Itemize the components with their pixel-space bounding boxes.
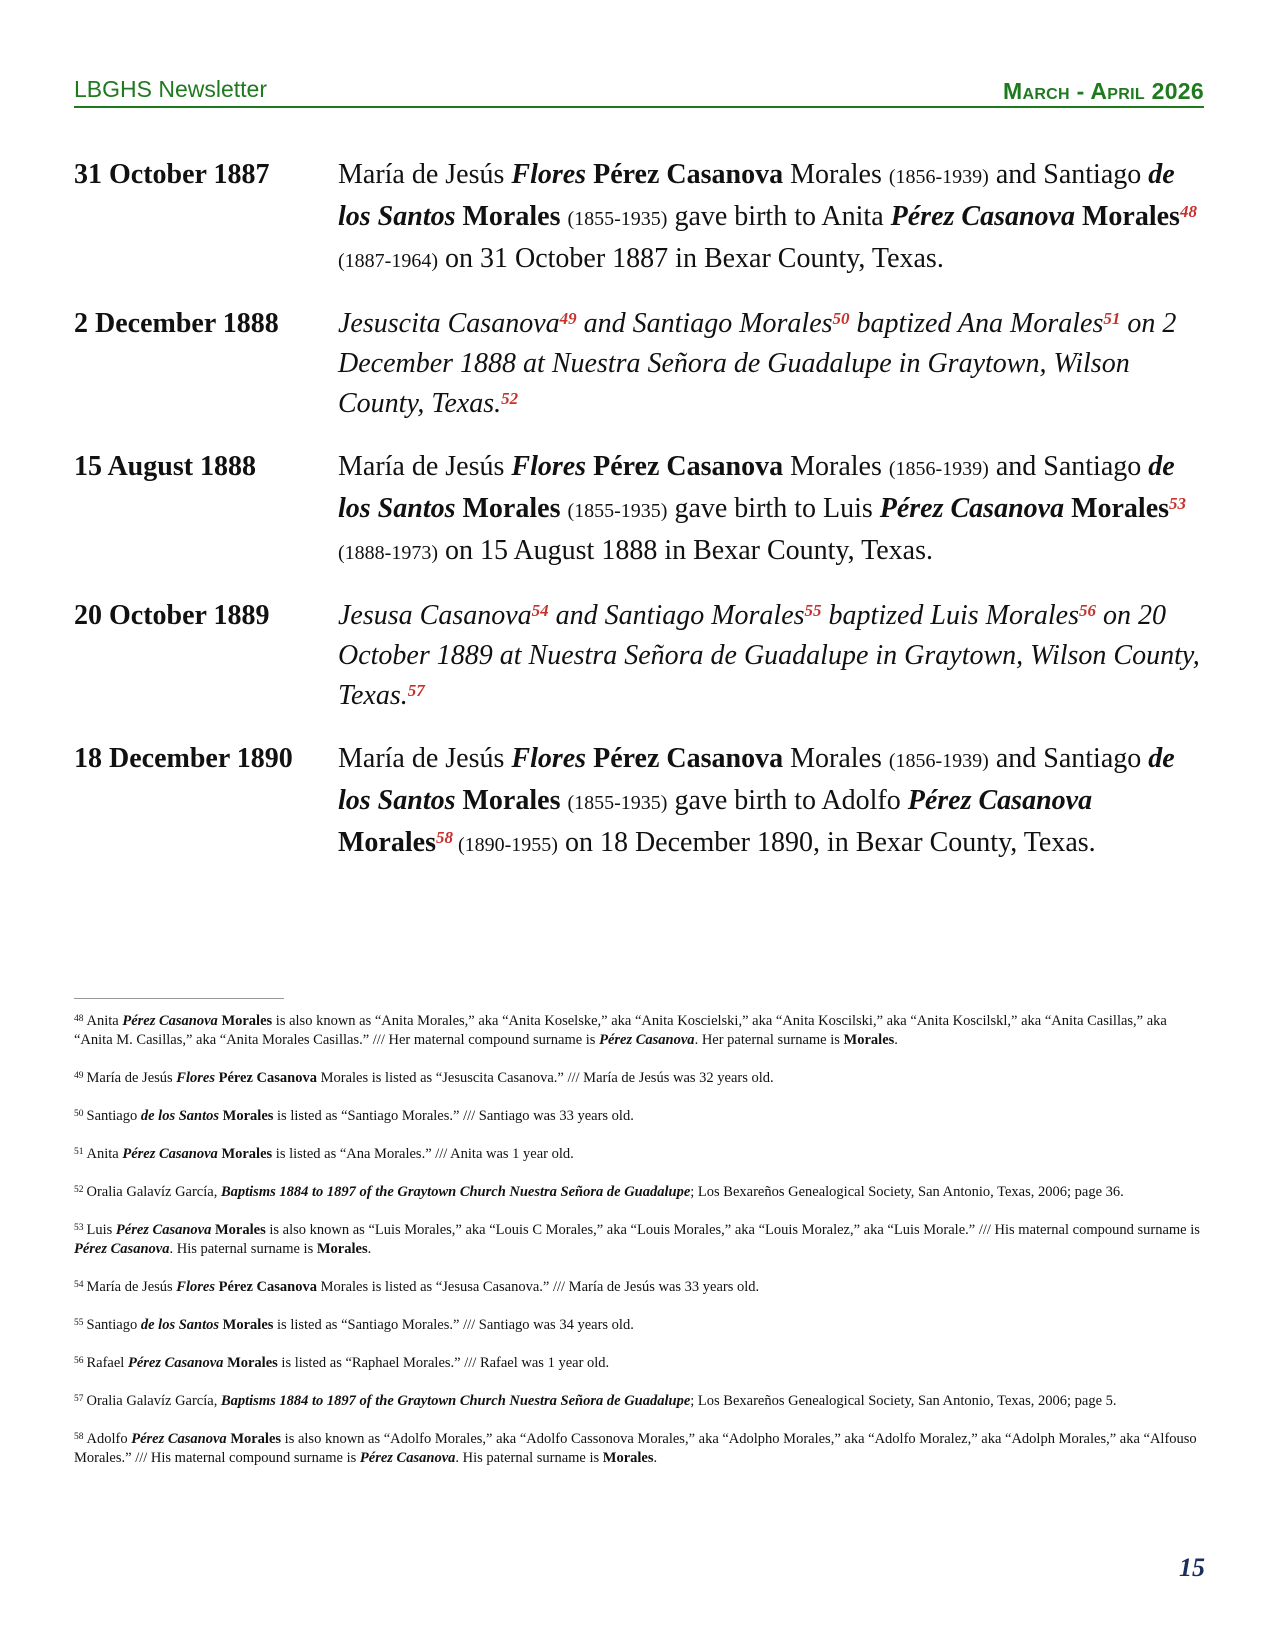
text-run: gave birth to Anita	[667, 201, 891, 232]
life-years: (1855-1935)	[567, 500, 668, 522]
text-run: Pérez Casanova	[359, 1450, 456, 1466]
text-run: .	[894, 1032, 898, 1048]
text-run: . His paternal surname is	[455, 1450, 603, 1466]
footnote-ref[interactable]: 55	[804, 601, 822, 620]
life-years: (1856-1939)	[888, 458, 989, 480]
text-run: Morales	[223, 1355, 278, 1371]
footnote-ref[interactable]: 54	[531, 601, 549, 620]
text-run: Pérez Casanova	[907, 785, 1093, 816]
entry-date: 15 August 1888	[74, 451, 257, 482]
entry-text	[338, 155, 1209, 281]
text-run: baptized Ana Morales	[849, 308, 1104, 339]
text-run: Morales	[219, 1108, 274, 1124]
text-run: de los Santos	[140, 1317, 220, 1333]
entry-date: 18 December 1890	[74, 743, 293, 774]
text-run: and Santiago Morales	[548, 600, 805, 631]
footnote-number: 52	[74, 1185, 84, 1195]
entry-text	[338, 596, 1209, 716]
text-run: Morales	[1074, 201, 1180, 232]
timeline-entry	[74, 739, 1209, 865]
footnote-number: 54	[74, 1280, 84, 1290]
text-run: Anita	[86, 1013, 123, 1029]
text-run: and Santiago	[988, 743, 1149, 774]
text-run: Pérez Casanova	[122, 1013, 218, 1029]
text-run: María de Jesús	[338, 743, 512, 774]
life-years: (1856-1939)	[888, 750, 989, 772]
text-run: Santiago	[86, 1108, 141, 1124]
text-run: Morales	[455, 493, 568, 524]
text-run: Pérez Casanova	[214, 1279, 317, 1295]
timeline-entry	[74, 447, 1209, 573]
footnote-ref[interactable]: 56	[1079, 601, 1097, 620]
footnote-ref[interactable]: 58	[435, 828, 453, 847]
footnote-49	[74, 1069, 1204, 1088]
footnote-58	[74, 1430, 1204, 1468]
text-run: Flores	[511, 159, 587, 190]
footnote-55	[74, 1316, 1204, 1335]
footnote-number: 56	[74, 1356, 84, 1366]
footnotes	[74, 1012, 1204, 1487]
text-run: baptized Luis Morales	[821, 600, 1080, 631]
text-run: Morales	[226, 1431, 282, 1447]
text-run: Morales	[455, 785, 568, 816]
entry-text	[338, 447, 1209, 573]
text-run: de los Santos	[338, 159, 1175, 232]
text-run: Pérez Casanova	[74, 1241, 170, 1257]
text-run: Flores	[511, 451, 587, 482]
footnote-48	[74, 1012, 1204, 1050]
text-run: Morales	[843, 1032, 895, 1048]
text-run: is also known as “Adolfo Morales,” aka “Adolfo Cassonova Morales,” aka “Adolpho Morales,” aka “Adolfo Moralez,” aka “Adolph Morales,” aka “Alfouso Morales.” /// His maternal compound surname is	[74, 1431, 1197, 1466]
text-run: Pérez Casanova	[586, 159, 784, 190]
life-years: (1855-1935)	[567, 792, 668, 814]
footnote-50	[74, 1107, 1204, 1126]
text-run: Pérez Casanova	[586, 451, 784, 482]
text-run: .	[367, 1241, 372, 1257]
footnote-ref[interactable]: 53	[1169, 494, 1187, 513]
text-run: Pérez Casanova	[879, 493, 1065, 524]
text-run: María de Jesús	[338, 159, 512, 190]
text-run: is listed as “Ana Morales.” /// Anita was 1 year old.	[272, 1146, 574, 1162]
timeline-entries	[74, 155, 1209, 888]
footnote-ref[interactable]: 50	[832, 309, 850, 328]
text-run: Morales	[455, 201, 568, 232]
text-run: on 18 December 1890, in Bexar County, Texas.	[557, 827, 1096, 858]
text-run: is listed as “Santiago Morales.” /// Santiago was 34 years old.	[273, 1317, 634, 1333]
text-run: Morales	[1064, 493, 1170, 524]
text-run: Rafael	[86, 1355, 128, 1371]
text-run: and Santiago	[988, 159, 1149, 190]
text-run: Jesuscita Casanova	[338, 308, 560, 339]
life-years: (1887-1964)	[338, 250, 438, 272]
book-title: Baptisms 1884 to 1897 of the Graytown Church Nuestra Señora de Guadalupe	[220, 1393, 691, 1409]
footnote-ref[interactable]: 57	[407, 681, 425, 700]
text-run: ; Los Bexareños Genealogical Society, San Antonio, Texas, 2006; page 5.	[690, 1393, 1117, 1409]
text-run: and Santiago Morales	[576, 308, 833, 339]
text-run: is also known as “Anita Morales,” aka “Anita Koselske,” aka “Anita Koscielski,” aka “Anita Koscilski,” aka “Anita Koscilskl,” aka “Anita Casillas,” aka “Anita M. Casillas,” aka “Anita Morales Casillas.” /// Her maternal compound surname is	[74, 1013, 1167, 1048]
text-run: on 20 October 1889 at Nuestra Señora de Guadalupe in Graytown, Wilson County, Texas.	[338, 600, 1200, 711]
text-run: Morales	[211, 1222, 266, 1238]
newsletter-header	[74, 72, 1204, 108]
text-run: Oralia Galavíz García,	[86, 1184, 221, 1200]
text-run: Morales	[783, 159, 889, 190]
life-years: (1855-1935)	[567, 208, 668, 230]
footnote-number: 48	[74, 1014, 84, 1024]
text-run: Anita	[86, 1146, 123, 1162]
text-run: María de Jesús	[86, 1070, 177, 1086]
footnote-ref[interactable]: 51	[1103, 309, 1121, 328]
footnote-divider	[74, 998, 284, 999]
newsletter-title: LBGHS Newsletter	[74, 76, 268, 102]
footnote-number: 49	[74, 1071, 84, 1081]
entry-text	[338, 304, 1209, 424]
book-title: Baptisms 1884 to 1897 of the Graytown Church Nuestra Señora de Guadalupe	[220, 1184, 691, 1200]
text-run: Santiago	[86, 1317, 141, 1333]
text-run: Pérez Casanova	[599, 1032, 695, 1048]
text-run: gave birth to Adolfo	[667, 785, 908, 816]
text-run: on 2 December 1888 at Nuestra Señora de Guadalupe in Graytown, Wilson County, Texas.	[338, 308, 1177, 419]
life-years: (1856-1939)	[888, 166, 989, 188]
entry-date: 20 October 1889	[74, 600, 270, 631]
text-run: is listed as “Raphael Morales.” /// Rafael was 1 year old.	[277, 1355, 610, 1371]
footnote-number: 50	[74, 1109, 84, 1119]
text-run: Morales	[217, 1013, 273, 1029]
text-run: on 15 August 1888 in Bexar County, Texas.	[437, 535, 934, 566]
footnote-number: 58	[74, 1432, 84, 1442]
footnote-ref[interactable]: 49	[559, 309, 577, 328]
text-run: Pérez Casanova	[890, 201, 1075, 232]
text-run: Pérez Casanova	[586, 743, 784, 774]
page-number: 15	[1179, 1553, 1205, 1582]
text-run: Morales	[338, 827, 436, 858]
text-run: Jesusa Casanova	[338, 600, 532, 631]
text-run: Flores	[176, 1279, 215, 1295]
text-run: Morales is listed as “Jesuscita Casanova.” /// María de Jesús was 32 years old.	[317, 1070, 774, 1086]
footnote-ref[interactable]: 48	[1179, 202, 1197, 221]
text-run: María de Jesús	[86, 1279, 177, 1295]
text-run: Morales	[783, 451, 889, 482]
text-run: is listed as “Santiago Morales.” /// Santiago was 33 years old.	[273, 1108, 634, 1124]
footnote-ref[interactable]: 52	[501, 389, 519, 408]
life-years: (1890-1955)	[452, 834, 558, 856]
text-run: Oralia Galavíz García,	[86, 1393, 221, 1409]
text-run: Pérez Casanova	[115, 1222, 212, 1238]
text-run: Pérez Casanova	[127, 1355, 224, 1371]
text-run: Morales	[219, 1317, 274, 1333]
text-run: Pérez Casanova	[214, 1070, 317, 1086]
footnote-number: 53	[74, 1223, 84, 1233]
text-run: on 31 October 1887 in Bexar County, Texas.	[437, 243, 944, 274]
life-years: (1888-1973)	[338, 542, 438, 564]
text-run: de los Santos	[338, 743, 1175, 816]
text-run: Flores	[176, 1070, 215, 1086]
footnote-57	[74, 1392, 1204, 1411]
footnote-number: 57	[74, 1394, 84, 1404]
footnote-53	[74, 1221, 1204, 1259]
text-run: María de Jesús	[338, 451, 512, 482]
footnote-56	[74, 1354, 1204, 1373]
text-run: and Santiago	[988, 451, 1149, 482]
footnote-52	[74, 1183, 1204, 1202]
footnote-51	[74, 1145, 1204, 1164]
text-run: Morales is listed as “Jesusa Casanova.” /// María de Jesús was 33 years old.	[317, 1279, 760, 1295]
text-run: de los Santos	[338, 451, 1175, 524]
timeline-entry	[74, 596, 1209, 716]
footnote-number: 51	[74, 1147, 84, 1157]
text-run: Adolfo	[86, 1431, 132, 1447]
issue-date: March - April 2026	[1003, 78, 1204, 104]
entry-date: 2 December 1888	[74, 308, 279, 339]
text-run: Morales	[316, 1241, 368, 1257]
text-run: gave birth to Luis	[667, 493, 880, 524]
text-run: Pérez Casanova	[122, 1146, 218, 1162]
timeline-entry	[74, 155, 1209, 281]
text-run: .	[653, 1450, 658, 1466]
text-run: Morales	[217, 1146, 273, 1162]
entry-text	[338, 739, 1209, 865]
footnote-54	[74, 1278, 1204, 1297]
text-run: de los Santos	[140, 1108, 220, 1124]
footnote-number: 55	[74, 1318, 84, 1328]
text-run: Flores	[511, 743, 587, 774]
text-run: is also known as “Luis Morales,” aka “Louis C Morales,” aka “Louis Morales,” aka “Louis Moralez,” aka “Luis Morale.” /// His maternal compound surname is	[265, 1222, 1200, 1238]
text-run: Pérez Casanova	[131, 1431, 227, 1447]
timeline-entry	[74, 304, 1209, 424]
entry-date: 31 October 1887	[74, 159, 270, 190]
text-run: Morales	[783, 743, 889, 774]
text-run: . His paternal surname is	[169, 1241, 317, 1257]
text-run: Luis	[86, 1222, 116, 1238]
text-run: . Her paternal surname is	[694, 1032, 844, 1048]
text-run: Morales	[602, 1450, 654, 1466]
text-run: ; Los Bexareños Genealogical Society, San Antonio, Texas, 2006; page 36.	[690, 1184, 1124, 1200]
